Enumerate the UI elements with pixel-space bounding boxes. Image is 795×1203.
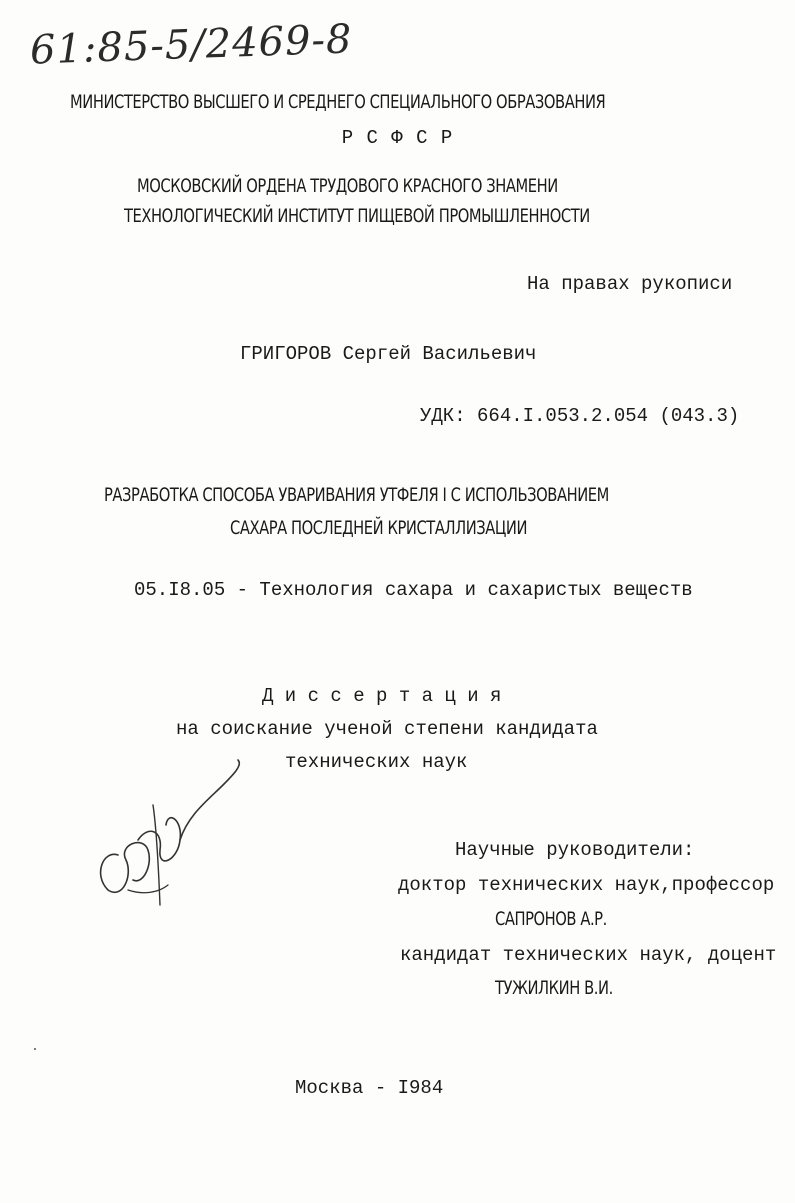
margin-speck <box>34 1048 36 1050</box>
supervisor-2-name: ТУЖИЛКИН В.И. <box>495 977 613 999</box>
institute-line-1: МОСКОВСКИЙ ОРДЕНА ТРУДОВОГО КРАСНОГО ЗНАМЕНИ <box>137 175 558 197</box>
handwritten-signature <box>88 755 258 925</box>
udc-code: УДК: 664.I.053.2.054 (043.3) <box>420 405 740 427</box>
dissertation-label: Д и с с е р т а ц и я <box>262 685 502 707</box>
institute-line-2: ТЕХНОЛОГИЧЕСКИЙ ИНСТИТУТ ПИЩЕВОЙ ПРОМЫШЛЕННОСТИ <box>124 205 590 227</box>
dissertation-title-line-1: РАЗРАБОТКА СПОСОБА УВАРИВАНИЯ УТФЕЛЯ I С ИСПОЛЬЗОВАНИЕМ <box>104 484 609 506</box>
republic-heading: Р С Ф С Р <box>341 127 454 149</box>
degree-line-1: на соискание ученой степени кандидата <box>176 718 598 740</box>
city-year: Москва - I984 <box>295 1077 444 1099</box>
supervisor-1-title: доктор технических наук,профессор <box>398 874 775 896</box>
specialty-code: 05.I8.05 - Технология сахара и сахаристых веществ <box>134 579 693 601</box>
degree-line-2: технических наук <box>285 751 468 773</box>
handwritten-catalog-number: 61:85-5/2469-8 <box>29 16 354 74</box>
dissertation-title-line-2: САХАРА ПОСЛЕДНЕЙ КРИСТАЛЛИЗАЦИИ <box>230 517 528 539</box>
supervisor-1-name: САПРОНОВ А.Р. <box>495 908 607 930</box>
supervisor-2-title: кандидат технических наук, доцент <box>400 944 777 966</box>
rights-note: На правах рукописи <box>527 273 733 295</box>
supervisors-heading: Научные руководители: <box>455 839 695 861</box>
author-name: ГРИГОРОВ Сергей Васильевич <box>240 343 537 365</box>
ministry-heading: МИНИСТЕРСТВО ВЫСШЕГО И СРЕДНЕГО СПЕЦИАЛЬНОГО ОБРАЗОВАНИЯ <box>70 91 606 113</box>
